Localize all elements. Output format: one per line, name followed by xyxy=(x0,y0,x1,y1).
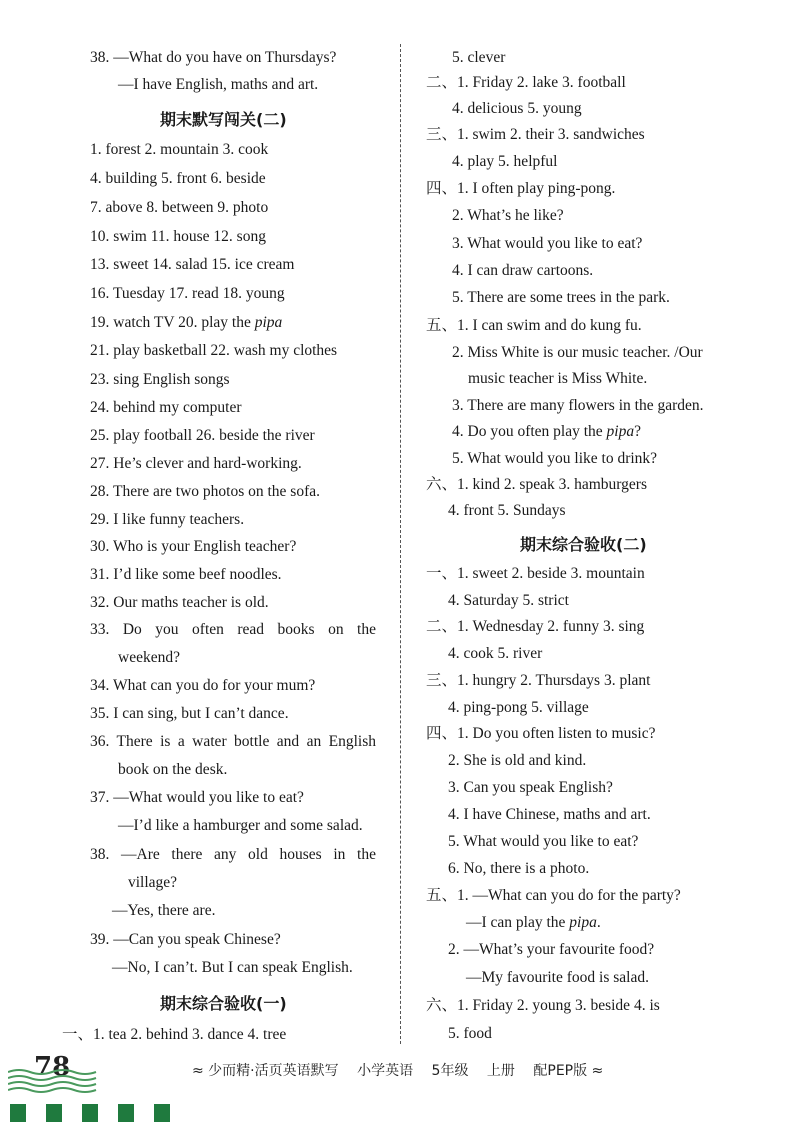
answer-line: 10. swim 11. house 12. song xyxy=(90,228,266,245)
answer-line: 39. —Can you speak Chinese? xyxy=(90,931,281,948)
answer-line: —I’d like a hamburger and some salad. xyxy=(118,817,363,834)
answer-line: —My favourite food is salad. xyxy=(466,969,649,986)
answer-line: 4. cook 5. river xyxy=(448,645,543,662)
answer-text: ? xyxy=(634,423,641,440)
answer-line: 四、1. I often play ping-pong. xyxy=(426,180,616,197)
answer-line: 5. There are some trees in the park. xyxy=(452,289,670,306)
answer-line xyxy=(452,422,641,442)
answer-line: 三、1. hungry 2. Thursdays 3. plant xyxy=(426,672,651,689)
answer-line: 二、1. Friday 2. lake 3. football xyxy=(426,74,626,91)
italic-term: pipa xyxy=(569,914,597,931)
answer-line: —I have English, maths and art. xyxy=(118,76,319,93)
answer-line: book on the desk. xyxy=(118,761,228,778)
italic-term: pipa xyxy=(606,423,635,440)
answer-line: 二、1. Wednesday 2. funny 3. sing xyxy=(426,618,645,635)
answer-line: 38. —What do you have on Thursdays? xyxy=(90,49,337,66)
answer-line: 4. play 5. helpful xyxy=(452,153,558,170)
answer-line: 三、1. swim 2. their 3. sandwiches xyxy=(426,126,645,143)
answer-line: 16. Tuesday 17. read 18. young xyxy=(90,285,285,302)
answer-line: 4. I can draw cartoons. xyxy=(452,262,594,279)
answer-line: 4. delicious 5. young xyxy=(452,100,582,117)
answer-line: 六、1. Friday 2. young 3. beside 4. is xyxy=(426,997,660,1014)
answer-line: —Yes, there are. xyxy=(112,902,216,919)
edge-block xyxy=(118,1104,134,1122)
answer-line: 一、1. tea 2. behind 3. dance 4. tree xyxy=(62,1026,287,1043)
answer-line: 31. I’d like some beef noodles. xyxy=(90,566,282,583)
answer-line: 5. What would you like to drink? xyxy=(452,450,658,467)
answer-line: 35. I can sing, but I can’t dance. xyxy=(90,705,289,722)
section-heading: 期末综合验收(一) xyxy=(160,994,287,1013)
answer-line: 4. front 5. Sundays xyxy=(448,502,566,519)
answer-line: 21. play basketball 22. wash my clothes xyxy=(90,342,338,359)
answer-text: . xyxy=(596,914,601,931)
answer-line: 27. He’s clever and hard-working. xyxy=(90,455,302,472)
answer-line xyxy=(466,913,601,933)
answer-line: 一、1. sweet 2. beside 3. mountain xyxy=(426,565,645,582)
page-number: 78 xyxy=(34,1052,71,1082)
answer-line: 6. No, there is a photo. xyxy=(448,860,590,877)
answer-line: 4. I have Chinese, maths and art. xyxy=(448,806,651,823)
answer-line: 23. sing English songs xyxy=(90,371,230,388)
answer-line: 24. behind my computer xyxy=(90,399,242,416)
answer-line: 30. Who is your English teacher? xyxy=(90,538,297,555)
wave-decoration-icon xyxy=(8,1068,98,1096)
answer-line: 3. There are many flowers in the garden. xyxy=(452,397,704,414)
footer-info xyxy=(192,1060,603,1080)
subject-label: 小学英语 xyxy=(357,1063,414,1079)
answer-line: 25. play football 26. beside the river xyxy=(90,427,315,444)
answer-line: 4. ping-pong 5. village xyxy=(448,699,589,716)
answer-line: 2. Miss White is our music teacher. /Our xyxy=(452,344,703,361)
answer-line: 28. There are two photos on the sofa. xyxy=(90,483,321,500)
answer-line: 2. She is old and kind. xyxy=(448,752,587,769)
answer-line: 32. Our maths teacher is old. xyxy=(90,594,269,611)
section-heading: 期末综合验收(二) xyxy=(520,535,647,554)
answer-line: 四、1. Do you often listen to music? xyxy=(426,725,656,742)
answer-line: 29. I like funny teachers. xyxy=(90,511,245,528)
answer-text: 4. Do you often play the xyxy=(452,423,607,440)
answer-line: 5. What would you like to eat? xyxy=(448,833,639,850)
edge-block xyxy=(46,1104,62,1122)
answer-line: 4. building 5. front 6. beside xyxy=(90,170,266,187)
edge-block xyxy=(10,1104,26,1122)
answer-line: 2. What’s he like? xyxy=(452,207,564,224)
answer-line: 3. What would you like to eat? xyxy=(452,235,643,252)
italic-term: pipa xyxy=(254,314,283,331)
answer-line: 五、1. —What can you do for the party? xyxy=(426,887,681,904)
series-title: ≈ 少而精·活页英语默写 xyxy=(192,1063,339,1079)
answer-line: 2. —What’s your favourite food? xyxy=(448,941,655,958)
answer-line: 五、1. I can swim and do kung fu. xyxy=(426,317,642,334)
answer-line: 38. —Are there any old houses in the xyxy=(90,846,376,863)
answer-line: 13. sweet 14. salad 15. ice cream xyxy=(90,256,295,273)
answer-line: 37. —What would you like to eat? xyxy=(90,789,304,806)
answer-line: 5. clever xyxy=(452,49,506,66)
answer-text: —I can play the xyxy=(466,914,570,931)
answer-line: 34. What can you do for your mum? xyxy=(90,677,316,694)
answer-line: 六、1. kind 2. speak 3. hamburgers xyxy=(426,476,647,493)
edge-block xyxy=(82,1104,98,1122)
volume-label: 上册 xyxy=(486,1063,515,1079)
section-heading: 期末默写闯关(二) xyxy=(160,110,287,129)
answer-line: 5. food xyxy=(448,1025,492,1042)
answer-text: 19. watch TV 20. play the xyxy=(90,314,255,331)
answer-line: 1. forest 2. mountain 3. cook xyxy=(90,141,269,158)
answer-line xyxy=(90,313,282,333)
answer-line: music teacher is Miss White. xyxy=(468,370,648,387)
page-edge-marks xyxy=(10,1104,186,1122)
edition-label: 配PEP版 ≈ xyxy=(533,1063,604,1079)
answer-line: village? xyxy=(128,874,178,891)
answer-line: —No, I can’t. But I can speak English. xyxy=(112,959,353,976)
column-divider xyxy=(400,44,401,1044)
edge-block xyxy=(154,1104,170,1122)
answer-line: 36. There is a water bottle and an English xyxy=(90,733,376,750)
answer-line: 7. above 8. between 9. photo xyxy=(90,199,269,216)
answer-line: weekend? xyxy=(118,649,180,666)
answer-line: 4. Saturday 5. strict xyxy=(448,592,569,609)
grade-label: 5年级 xyxy=(431,1063,469,1079)
answer-line: 3. Can you speak English? xyxy=(448,779,613,796)
answer-line: 33. Do you often read books on the xyxy=(90,621,376,638)
